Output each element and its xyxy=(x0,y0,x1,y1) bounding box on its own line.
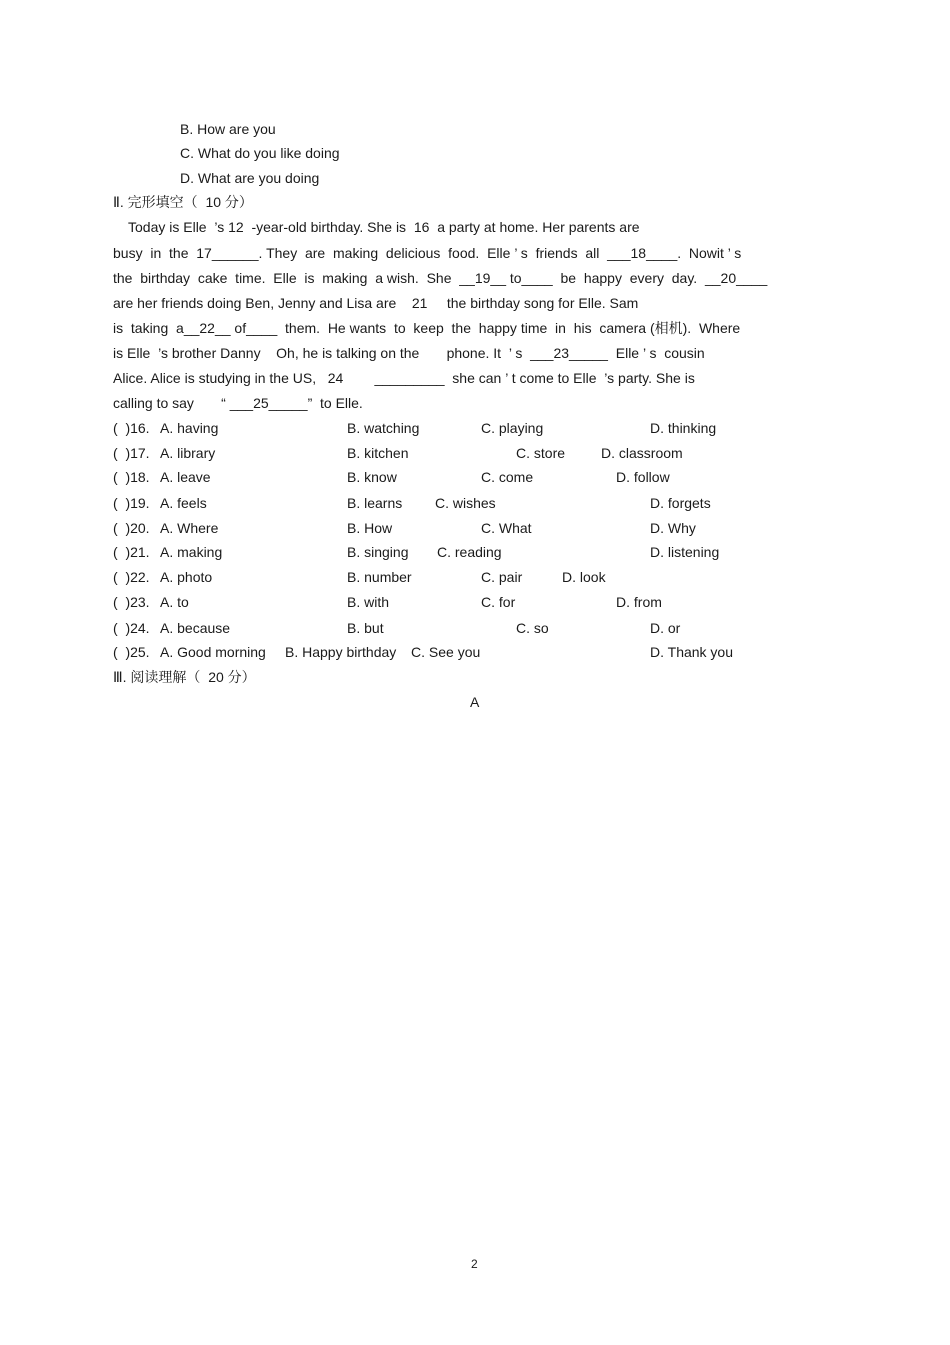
option-c: C. What do you like doing xyxy=(180,145,340,161)
question-number: ( )19. xyxy=(113,495,150,511)
choice-b: B. singing xyxy=(347,544,409,560)
passage-line: calling to say “ ___25_____” to Elle. xyxy=(113,395,363,411)
choice-d: D. thinking xyxy=(650,420,717,436)
choice-b: B. number xyxy=(347,569,412,585)
choice-a: A. Good morning xyxy=(160,644,266,660)
choice-b: B. but xyxy=(347,620,384,636)
choice-b: B. kitchen xyxy=(347,445,409,461)
choice-a: A. to xyxy=(160,594,189,610)
section-2-title: Ⅱ. 完形填空（ 10 分） xyxy=(113,194,253,210)
passage-label: A xyxy=(470,694,480,710)
question-number: ( )17. xyxy=(113,445,150,461)
passage-line: Alice. Alice is studying in the US, 24 _________ she can ’ t come to Elle ’s party. She is xyxy=(113,370,695,386)
choice-d: D. Why xyxy=(650,520,696,536)
option-b: B. How are you xyxy=(180,121,276,137)
question-number: ( )25. xyxy=(113,644,150,660)
choice-a: A. because xyxy=(160,620,231,636)
choice-d: D. look xyxy=(562,569,606,585)
passage-line: Today is Elle ’s 12 -year-old birthday. She is 16 a party at home. Her parents are xyxy=(128,219,640,235)
choice-d: D. forgets xyxy=(650,495,711,511)
choice-c: C. store xyxy=(516,445,566,461)
section-3-title: Ⅲ. 阅读理解（ 20 分） xyxy=(113,669,256,685)
question-number: ( )20. xyxy=(113,520,150,536)
page-number: 2 xyxy=(471,1257,478,1271)
question-number: ( )24. xyxy=(113,620,150,636)
choice-a: A. making xyxy=(160,544,223,560)
choice-b: B. know xyxy=(347,469,397,485)
question-number: ( )23. xyxy=(113,594,150,610)
choice-c: C. What xyxy=(481,520,532,536)
choice-a: A. feels xyxy=(160,495,207,511)
question-number: ( )16. xyxy=(113,420,150,436)
choice-b: B. Happy birthday xyxy=(285,644,397,660)
choice-d: D. classroom xyxy=(601,445,683,461)
choice-c: C. playing xyxy=(481,420,544,436)
choice-d: D. listening xyxy=(650,544,720,560)
choice-b: B. with xyxy=(347,594,390,610)
choice-b: B. learns xyxy=(347,495,403,511)
choice-b: B. How xyxy=(347,520,393,536)
passage-line: is Elle ’s brother Danny Oh, he is talking on the phone. It ’ s ___23_____ Elle ’ s cousin xyxy=(113,345,705,361)
choice-c: C. pair xyxy=(481,569,523,585)
choice-d: D. or xyxy=(650,620,681,636)
choice-a: A. library xyxy=(160,445,216,461)
question-number: ( )21. xyxy=(113,544,150,560)
question-number: ( )18. xyxy=(113,469,150,485)
choice-d: D. follow xyxy=(616,469,670,485)
choice-c: C. for xyxy=(481,594,516,610)
choice-a: A. Where xyxy=(160,520,219,536)
choice-c: C. come xyxy=(481,469,534,485)
choice-c: C. See you xyxy=(411,644,481,660)
choice-a: A. having xyxy=(160,420,219,436)
passage-line: the birthday cake time. Elle is making a wish. She __19__ to____ be happy every day. __20____ xyxy=(113,270,768,286)
choice-d: D. from xyxy=(616,594,662,610)
option-d: D. What are you doing xyxy=(180,170,320,186)
passage-line: busy in the 17______. They are making delicious food. Elle ’ s friends all ___18____. Nowit ’ s xyxy=(113,245,742,261)
choice-c: C. wishes xyxy=(435,495,496,511)
passage-line: is taking a__22__ of____ them. He wants to keep the happy time in his camera (相机). Where xyxy=(113,320,741,336)
choice-c: C. reading xyxy=(437,544,502,560)
choice-c: C. so xyxy=(516,620,549,636)
question-number: ( )22. xyxy=(113,569,150,585)
choice-d: D. Thank you xyxy=(650,644,734,660)
choice-b: B. watching xyxy=(347,420,420,436)
passage-line: are her friends doing Ben, Jenny and Lisa are 21 the birthday song for Elle. Sam xyxy=(113,295,639,311)
choice-a: A. photo xyxy=(160,569,213,585)
choice-a: A. leave xyxy=(160,469,211,485)
